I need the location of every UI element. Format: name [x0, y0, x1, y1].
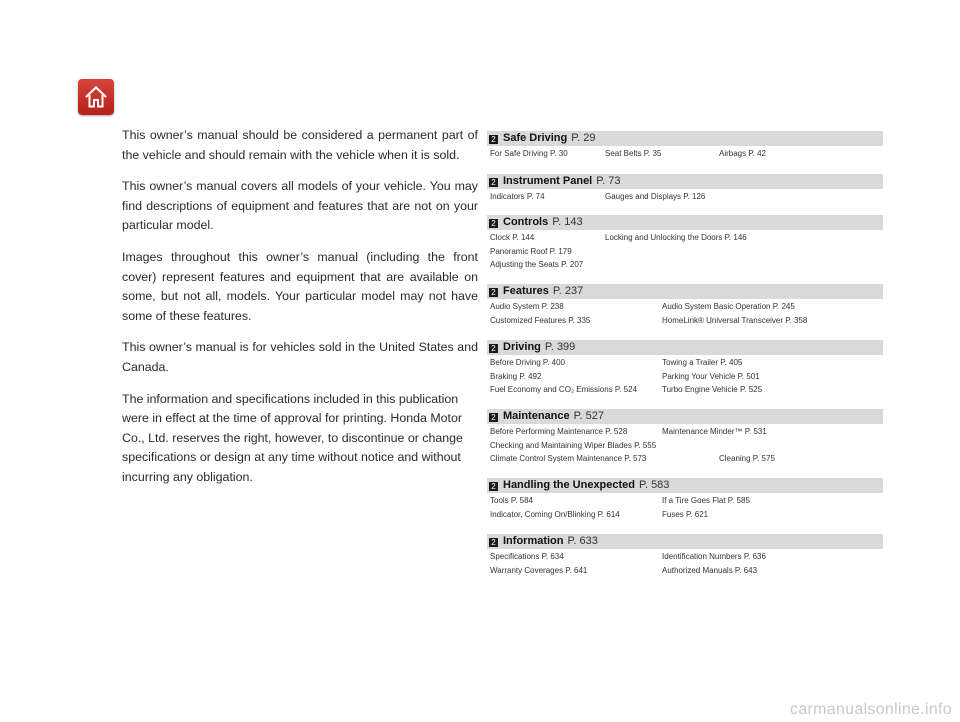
toc-link[interactable]: For Safe Driving P. 30 [490, 149, 568, 158]
toc-link[interactable]: Before Performing Maintenance P. 528 [490, 427, 628, 436]
arrow-icon: 2 [489, 344, 498, 353]
toc-link[interactable]: Clock P. 144 [490, 233, 535, 242]
intro-paragraph: The information and specifications included in this publication were in effect at the time of approval for printing. Honda Motor Co., Ltd. reserves the right, however, to discontinue or change specifications or design at any time without notice and without incurring any obligation. [122, 391, 463, 484]
toc-link[interactable]: Fuses P. 621 [662, 509, 709, 519]
toc-link[interactable]: Indicator, Coming On/Blinking P. 614 [490, 509, 620, 519]
toc-link[interactable]: If a Tire Goes Flat P. 585 [662, 496, 750, 505]
toc-link[interactable]: Airbags P. 42 [719, 149, 766, 158]
toc-link[interactable]: Specifications P. 634 [490, 552, 564, 561]
toc-link[interactable]: Warranty Coverages P. 641 [490, 565, 588, 575]
watermark-tld: info [925, 701, 952, 718]
toc-section-link[interactable] [487, 409, 883, 424]
toc-link[interactable]: Gauges and Displays P. 126 [605, 192, 706, 201]
toc-link[interactable]: Parking Your Vehicle P. 501 [662, 371, 760, 381]
watermark-main: carmanualsonline [790, 701, 921, 718]
toc-section-handling-the-unexpected [487, 478, 883, 521]
arrow-icon: 2 [489, 135, 498, 144]
arrow-icon: 2 [489, 178, 498, 187]
arrow-icon: 2 [489, 413, 498, 422]
toc-section-driving [487, 340, 883, 397]
toc-link[interactable]: Climate Control System Maintenance P. 573 [490, 454, 647, 463]
home-button[interactable] [78, 79, 114, 115]
toc-section-link[interactable] [487, 131, 883, 146]
toc-section-information [487, 534, 883, 577]
toc-link[interactable]: Before Driving P. 400 [490, 358, 566, 367]
toc-link[interactable]: Braking P. 492 [490, 371, 542, 381]
section-title: Handling the Unexpected [503, 479, 636, 491]
intro-paragraph: Images throughout this owner’s manual (including the front cover) represent features and equipment that are available on some, but not all, models. Your particular model may not have some of these features. [122, 249, 478, 323]
arrow-icon: 2 [489, 219, 498, 228]
toc-link[interactable]: Authorized Manuals P. 643 [662, 565, 758, 575]
toc-link[interactable]: Locking and Unlocking the Doors P. 146 [605, 233, 747, 242]
toc-link[interactable]: Towing a Trailer P. 405 [662, 358, 743, 367]
arrow-icon: 2 [489, 482, 498, 491]
toc-section-link[interactable] [487, 284, 883, 299]
intro-text [122, 126, 478, 500]
section-page: P. 237 [552, 285, 584, 297]
toc-link[interactable]: Panoramic Roof P. 179 [490, 246, 572, 256]
toc-link[interactable]: Maintenance Minder™ P. 531 [662, 427, 767, 436]
section-page: P. 73 [596, 175, 621, 187]
toc-section-link[interactable] [487, 215, 883, 230]
section-title: Safe Driving [503, 132, 568, 144]
toc-section-maintenance [487, 409, 883, 466]
watermark-dot: . [920, 701, 925, 718]
toc-link[interactable]: Tools P. 584 [490, 496, 533, 505]
intro-paragraph: This owner’s manual should be considered a permanent part of the vehicle and should remain with the vehicle when it is sold. [122, 128, 478, 162]
section-page: P. 633 [567, 535, 598, 547]
section-title: Driving [503, 341, 541, 353]
section-page: P. 143 [552, 216, 583, 228]
section-title: Maintenance [503, 410, 570, 422]
toc-link[interactable]: Fuel Economy and CO₂ Emissions P. 524 [490, 385, 638, 394]
toc-link[interactable]: Seat Belts P. 35 [605, 149, 662, 158]
toc-section-instrument-panel [487, 174, 883, 204]
toc-link[interactable]: Indicators P. 74 [490, 192, 545, 201]
toc-link[interactable]: Checking and Maintaining Wiper Blades P. 555 [490, 440, 657, 450]
toc-section-features [487, 284, 883, 327]
section-page: P. 399 [544, 341, 576, 353]
intro-paragraph: This owner’s manual is for vehicles sold in the United States and Canada. [122, 340, 478, 374]
arrow-icon: 2 [489, 288, 498, 297]
section-title: Features [503, 285, 549, 297]
arrow-icon: 2 [489, 538, 498, 547]
toc-section-safe-driving [487, 131, 883, 161]
toc-link[interactable]: Audio System P. 238 [490, 302, 564, 311]
toc-link[interactable]: Audio System Basic Operation P. 245 [662, 302, 795, 311]
toc-link[interactable]: Cleaning P. 575 [719, 454, 775, 463]
toc-link[interactable]: HomeLink® Universal Transceiver P. 358 [662, 315, 808, 325]
watermark [790, 701, 952, 719]
toc-section-link[interactable] [487, 340, 883, 355]
toc-section-link[interactable] [487, 174, 883, 189]
section-page: P. 527 [573, 410, 605, 422]
section-title: Instrument Panel [503, 175, 593, 187]
section-page: P. 583 [639, 479, 670, 491]
toc-section-controls [487, 215, 883, 272]
toc-link[interactable]: Customized Features P. 335 [490, 315, 591, 325]
intro-paragraph: This owner’s manual covers all models of your vehicle. You may find descriptions of equipment and features that are not on your particular model. [122, 179, 478, 233]
section-title: Information [503, 535, 564, 547]
section-title: Controls [503, 216, 549, 228]
toc-link[interactable]: Identification Numbers P. 636 [662, 552, 766, 561]
home-icon [83, 84, 109, 110]
section-page: P. 29 [571, 132, 596, 144]
toc-section-link[interactable] [487, 478, 883, 493]
toc-link[interactable]: Adjusting the Seats P. 207 [490, 260, 584, 269]
toc-link[interactable]: Turbo Engine Vehicle P. 525 [662, 385, 763, 394]
toc-section-link[interactable] [487, 534, 883, 549]
